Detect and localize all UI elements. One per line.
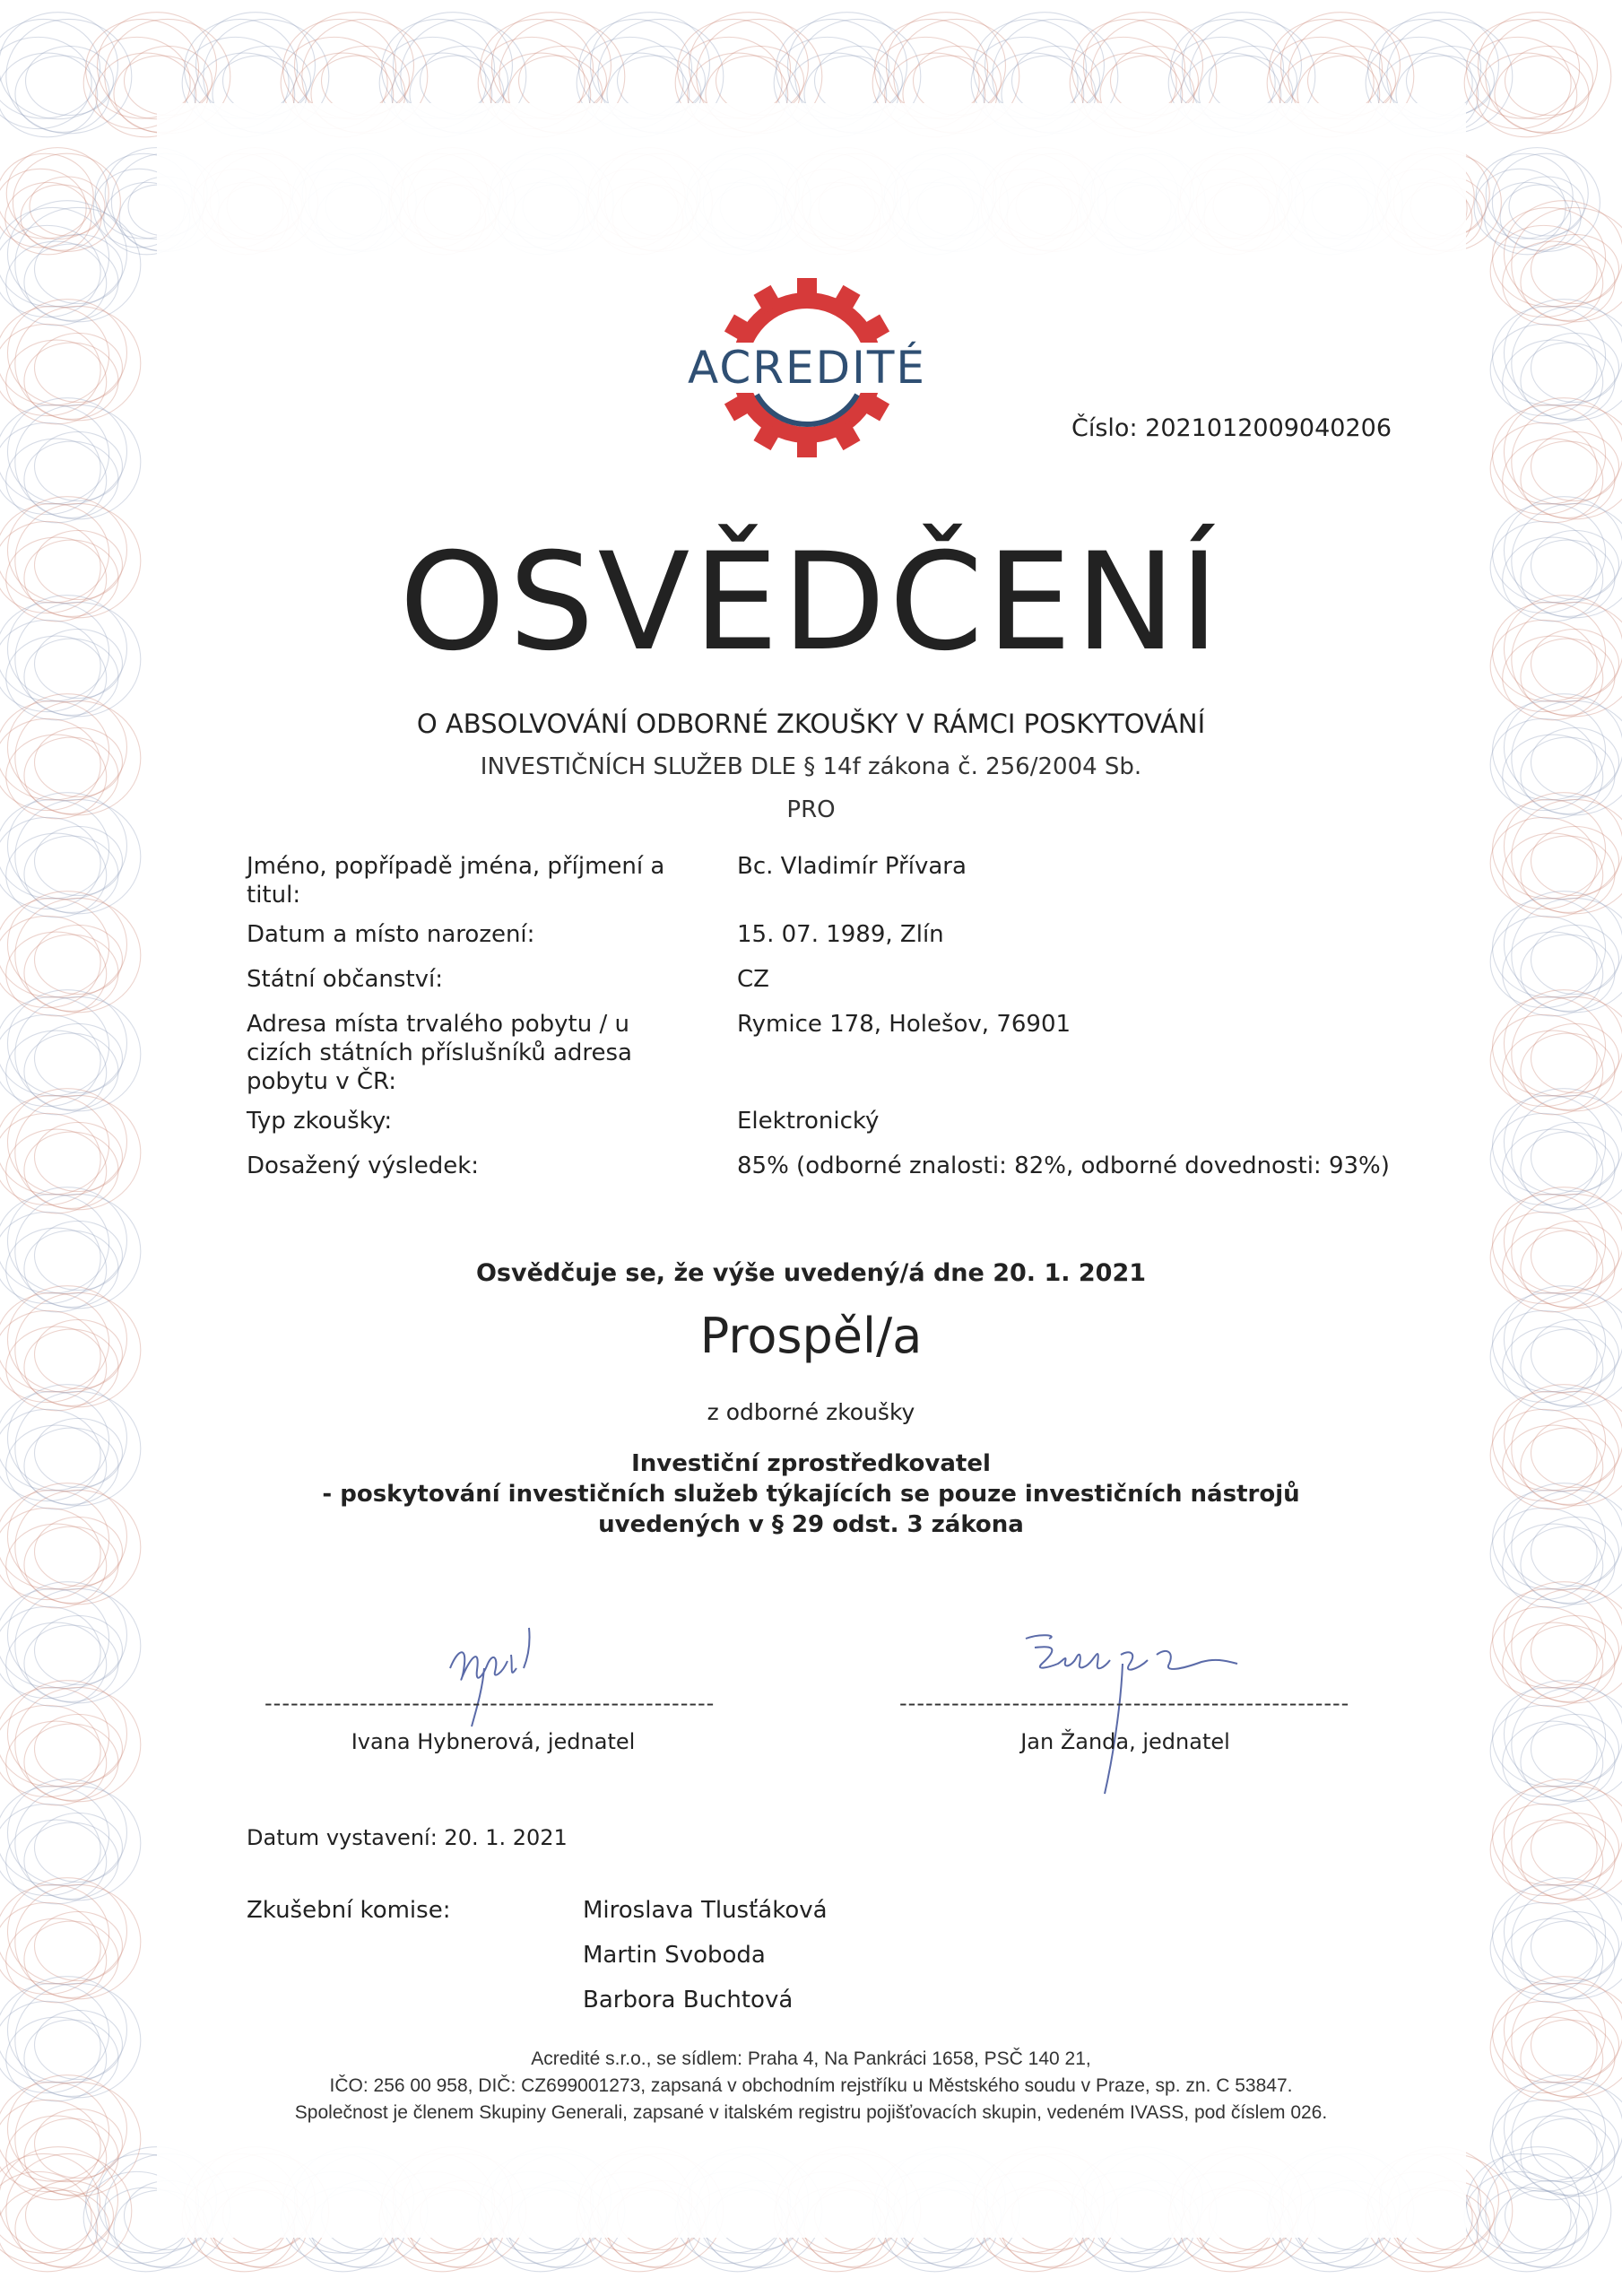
field-label-name: Jméno, popřípadě jména, příjmení a titul: xyxy=(247,853,665,909)
acredite-logo xyxy=(672,278,941,457)
field-value-birth: 15. 07. 1989, Zlín xyxy=(737,921,944,948)
certificate-number xyxy=(1071,414,1392,442)
field-value-name: Bc. Vladimír Přívara xyxy=(737,853,967,880)
certificate-subtitle-3: PRO xyxy=(786,796,836,823)
commission-member: Miroslava Tlusťáková xyxy=(583,1897,828,1924)
result-exam-from: z odborné zkoušky xyxy=(707,1399,915,1425)
signature-name-right: Jan Žanda, jednatel xyxy=(1020,1729,1230,1754)
issue-date xyxy=(247,1825,568,1850)
signature-name-left: Ivana Hybnerová, jednatel xyxy=(351,1729,636,1754)
logo-text: ACREDITÉ xyxy=(688,342,926,394)
commission-label: Zkušební komise: xyxy=(247,1897,451,1924)
field-value-address: Rymice 178, Holešov, 76901 xyxy=(737,1011,1071,1038)
result-exam-line-2: - poskytování investičních služeb týkajících se pouze investičních nástrojů xyxy=(322,1481,1300,1508)
result-exam-line-1: Investiční zprostředkovatel xyxy=(631,1450,991,1477)
result-outcome: Prospěl/a xyxy=(699,1308,923,1364)
field-value-exam-type: Elektronický xyxy=(737,1108,880,1135)
field-label-birth: Datum a místo narození: xyxy=(247,921,535,948)
field-value-result: 85% (odborné znalosti: 82%, odborné dovednosti: 93%) xyxy=(737,1152,1390,1179)
field-label-citizenship: Státní občanství: xyxy=(247,966,444,993)
signature-line-right: ---------------------------------------------------- xyxy=(899,1691,1350,1716)
field-label-address: Adresa místa trvalého pobytu / u cizích státních příslušníků adresa pobytu v ČR: xyxy=(247,1011,632,1095)
commission-member: Martin Svoboda xyxy=(583,1942,766,1969)
result-exam-line-3: uvedených v § 29 odst. 3 zákona xyxy=(598,1511,1024,1538)
certificate-number-label: Číslo: xyxy=(1071,414,1138,442)
certificate-number-value: 2021012009040206 xyxy=(1145,414,1392,442)
signature-line-left: ---------------------------------------------------- xyxy=(265,1691,716,1716)
certificate-title: OSVĚDČENÍ xyxy=(399,525,1223,681)
certificate-subtitle-1: O ABSOLVOVÁNÍ ODBORNÉ ZKOUŠKY V RÁMCI POSKYTOVÁNÍ xyxy=(416,709,1206,739)
field-value-citizenship: CZ xyxy=(737,966,769,993)
result-statement: Osvědčuje se, že výše uvedený/á dne 20. 1. 2021 xyxy=(475,1259,1147,1287)
issue-date-value: 20. 1. 2021 xyxy=(444,1825,568,1850)
footer-line-2: IČO: 256 00 958, DIČ: CZ699001273, zapsaná v obchodním rejstříku u Městského soudu v Praze, sp. zn. C 53847. xyxy=(329,2075,1293,2096)
footer-line-1: Acredité s.r.o., se sídlem: Praha 4, Na Pankráci 1658, PSČ 140 21, xyxy=(531,2048,1091,2069)
field-label-result: Dosažený výsledek: xyxy=(247,1152,480,1179)
issue-date-label: Datum vystavení: xyxy=(247,1825,438,1850)
footer-line-3: Společnost je členem Skupiny Generali, zapsané v italském registru pojišťovacích skupin, vedeném IVASS, pod číslem 026. xyxy=(294,2102,1328,2123)
field-label-exam-type: Typ zkoušky: xyxy=(247,1108,393,1135)
certificate-subtitle-2: INVESTIČNÍCH SLUŽEB DLE § 14f zákona č. 256/2004 Sb. xyxy=(480,753,1142,780)
commission-member: Barbora Buchtová xyxy=(583,1987,794,2013)
